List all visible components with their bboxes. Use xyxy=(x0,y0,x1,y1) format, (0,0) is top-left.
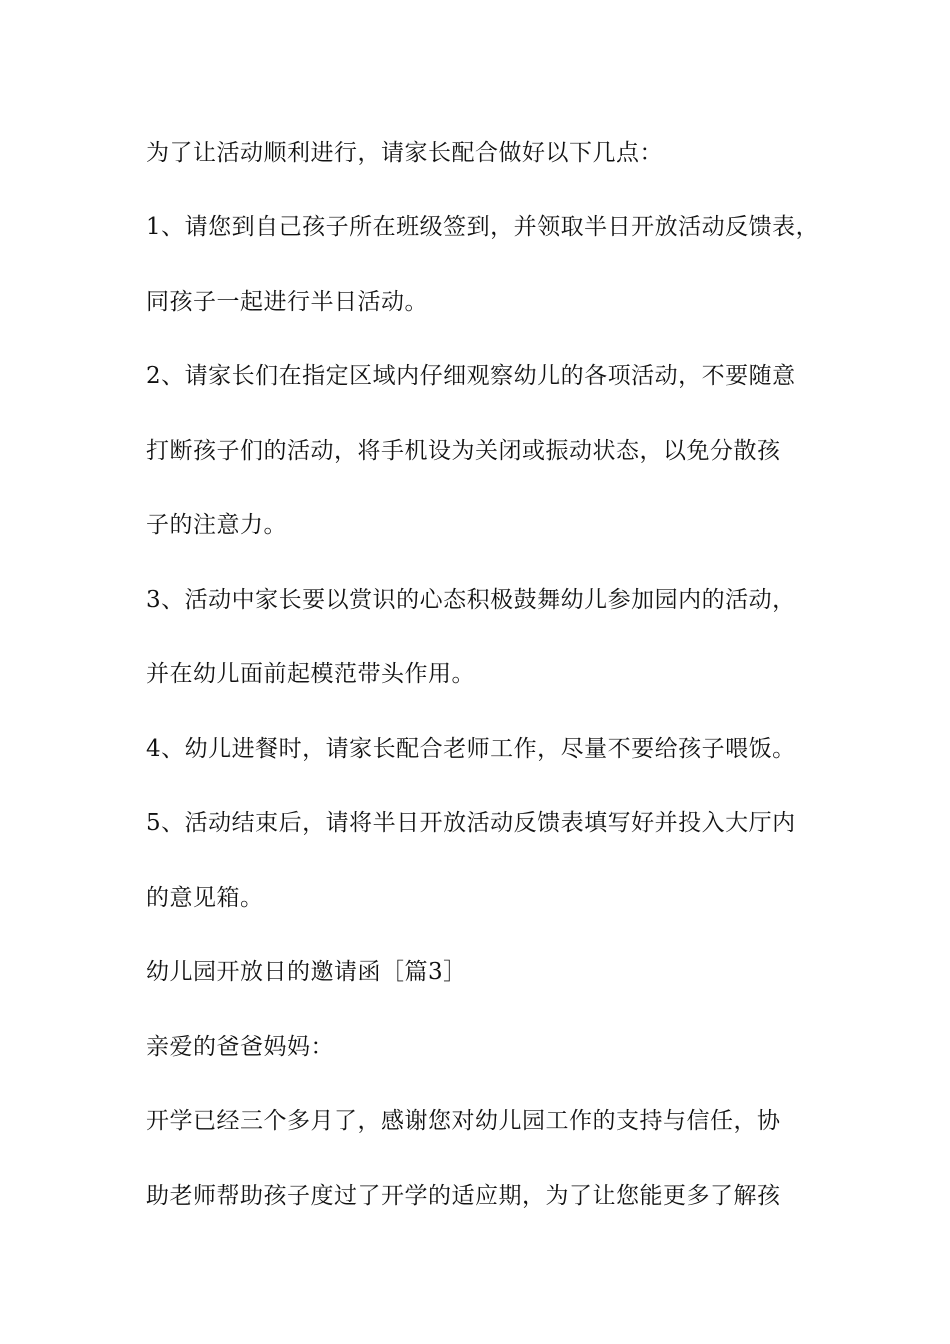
body-line-2: 助老师帮助孩子度过了开学的适应期，为了让您能更多了解孩 xyxy=(146,1183,781,1209)
intro-line: 为了让活动顺利进行，请家长配合做好以下几点： xyxy=(146,140,663,166)
item-3-line-2: 并在幼儿面前起模范带头作用。 xyxy=(146,661,475,687)
item-4-line-1: 4、幼儿进餐时，请家长配合老师工作，尽量不要给孩子喂饭。 xyxy=(146,736,796,762)
item-3-line-1: 3、活动中家长要以赏识的心态积极鼓舞幼儿参加园内的活动， xyxy=(146,587,796,613)
item-2-line-1: 2、请家长们在指定区域内仔细观察幼儿的各项活动，不要随意 xyxy=(146,363,796,389)
item-5-line-2: 的意见箱。 xyxy=(146,885,264,911)
item-1-line-2: 同孩子一起进行半日活动。 xyxy=(146,289,428,315)
item-1-line-1: 1、请您到自己孩子所在班级签到，并领取半日开放活动反馈表， xyxy=(146,214,820,240)
section-heading: 幼儿园开放日的邀请函［篇3］ xyxy=(146,959,467,985)
item-5-line-1: 5、活动结束后，请将半日开放活动反馈表填写好并投入大厅内 xyxy=(146,810,796,836)
body-line-1: 开学已经三个多月了，感谢您对幼儿园工作的支持与信任，协 xyxy=(146,1108,781,1134)
item-2-line-2: 打断孩子们的活动，将手机设为关闭或振动状态，以免分散孩 xyxy=(146,438,781,464)
item-2-line-3: 子的注意力。 xyxy=(146,512,287,538)
salutation: 亲爱的爸爸妈妈： xyxy=(146,1034,334,1060)
